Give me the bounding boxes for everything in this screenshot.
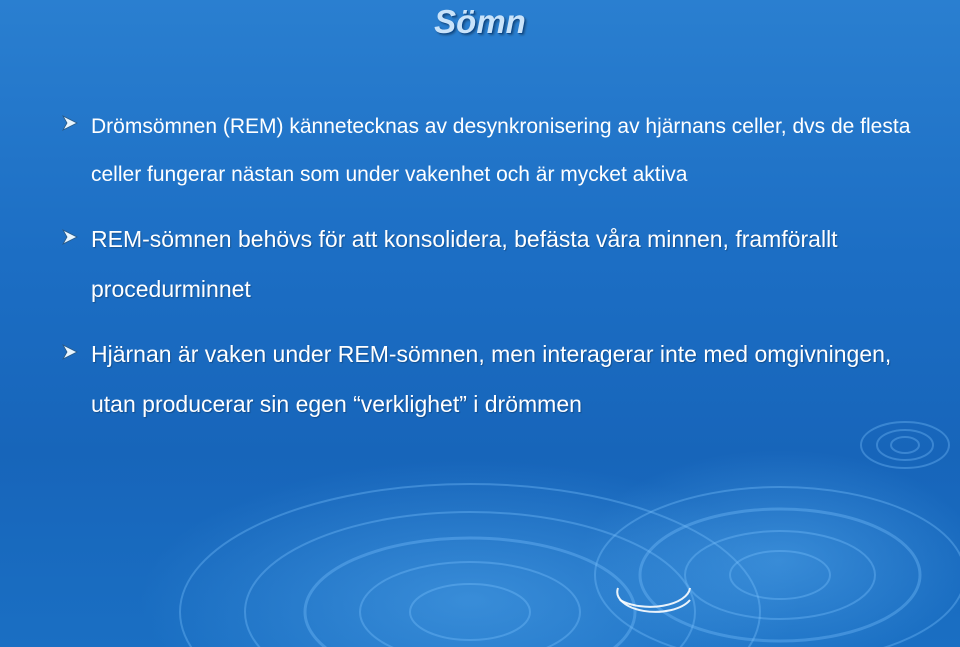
- bullet-text: Hjärnan är vaken under REM-sömnen, men interagerar inte med omgivningen, utan producerar sin egen “verklighet” i drömmen: [91, 341, 892, 417]
- arrow-chevron-icon: [60, 342, 80, 362]
- bullet-item: [60, 103, 930, 199]
- bullet-item: [60, 329, 930, 429]
- bullet-text: REM-sömnen behövs för att konsolidera, befästa våra minnen, framförallt procedurminnet: [91, 226, 838, 302]
- arrow-chevron-icon: [60, 227, 80, 247]
- bullet-text: Drömsömnen (REM) kännetecknas av desynkronisering av hjärnans celler, dvs de flesta celler fungerar nästan som under vakenhet och är mycket aktiva: [91, 115, 911, 186]
- bullet-list: [60, 107, 930, 444]
- arrow-chevron-icon: [60, 113, 80, 133]
- slide-title: Sömn: [434, 3, 526, 40]
- bullet-item: [60, 214, 930, 314]
